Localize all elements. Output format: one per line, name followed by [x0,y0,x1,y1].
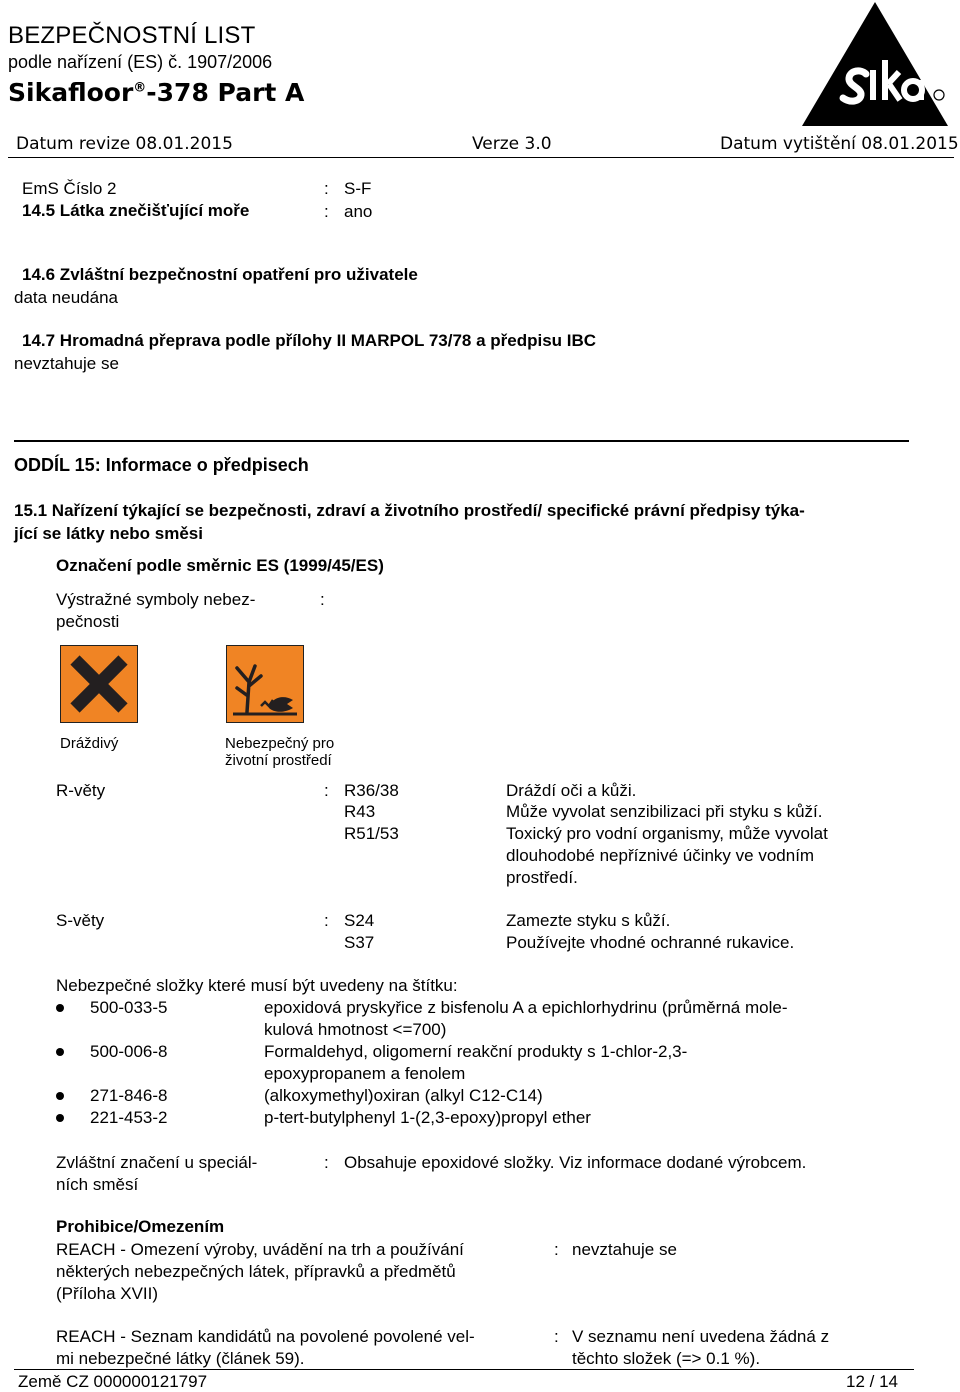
ems-label: EmS Číslo 2 [22,179,117,198]
irritant-caption: Dráždivý [60,735,119,752]
r-phrases-colon: : [324,781,329,800]
footer-divider [14,1369,914,1370]
product-name-suffix: -378 Part A [146,78,305,107]
s-phrase-text: Používejte vhodné ochranné rukavice. [506,933,795,952]
section-15-divider [14,440,909,442]
ems-colon: : [324,179,329,198]
reach-candidate-value-line1: V seznamu není uvedena žádná z [572,1327,830,1346]
page-number: 12 / 14 [846,1372,898,1391]
bullet-icon [56,1004,64,1012]
sika-logo-icon [800,0,950,128]
document-title: BEZPEČNOSTNÍ LIST [8,22,256,49]
section-14-7-text: nevztahuje se [14,354,119,373]
r-phrases-label: R-věty [56,781,106,800]
special-labeling-label-line1: Zvláštní značení u speciál- [56,1153,258,1172]
component-ec-number: 500-006-8 [90,1042,168,1061]
reach-annex-value: nevztahuje se [572,1240,677,1259]
reach-annex-label-line1: REACH - Omezení výroby, uvádění na trh a používání [56,1240,464,1259]
marine-pollutant-value: ano [344,202,373,221]
special-labeling-value: Obsahuje epoxidové složky. Viz informace dodané výrobcem. [344,1153,807,1172]
reach-candidate-label-line1: REACH - Seznam kandidátů na povolené povolené vel- [56,1327,475,1346]
footer-country-code: Země CZ 000000121797 [18,1372,208,1391]
hazard-symbols-label-line1: Výstražné symboly nebez- [56,590,256,609]
s-phrase-code: S24 [344,911,375,930]
r-phrase-text-line2: dlouhodobé nepříznivé účinky ve vodním [506,846,815,865]
s-phrases-label: S-věty [56,911,105,930]
component-name-line1: epoxidová pryskyřice z bisfenolu A a epichlorhydrinu (průměrná mole- [264,998,788,1017]
component-name-line1: (alkoxymethyl)oxiran (alkyl C12-C14) [264,1086,543,1105]
section-14-7-title: 14.7 Hromadná přeprava podle přílohy II MARPOL 73/78 a předpisu IBC [22,331,597,350]
environment-symbol [226,645,304,723]
header-divider [8,157,954,158]
section-14-6-text: data neudána [14,288,118,307]
reach-annex-label-line3: (Příloha XVII) [56,1284,159,1303]
r-phrase-text-line1: Toxický pro vodní organismy, může vyvolat [506,824,828,843]
s-phrases-colon: : [324,911,329,930]
irritant-symbol [60,645,138,723]
ems-value: S-F [344,179,372,198]
r-phrase-text: Dráždí oči a kůži. [506,781,637,800]
r-phrase-text-line3: prostředí. [506,868,578,887]
labeling-title: Označení podle směrnic ES (1999/45/ES) [56,556,384,575]
special-labeling-label-line2: ních směsí [56,1175,139,1194]
prohibition-title: Prohibice/Omezením [56,1217,225,1236]
component-ec-number: 500-033-5 [90,998,168,1017]
section-15-1-line1: 15.1 Nařízení týkající se bezpečnosti, zdraví a životního prostředí/ specifické právní předpisy týka- [14,501,805,520]
bullet-icon [56,1114,64,1122]
s-phrase-text: Zamezte styku s kůží. [506,911,671,930]
component-name-line1: p-tert-butylphenyl 1-(2,3-epoxy)propyl ether [264,1108,591,1127]
marine-pollutant-label: 14.5 Látka znečišťující moře [22,201,250,220]
bullet-icon [56,1092,64,1100]
registered-mark: ® [133,80,147,96]
r-phrase-code: R36/38 [344,781,399,800]
components-title: Nebezpečné složky které musí být uvedeny na štítku: [56,976,458,995]
r-phrase-code: R51/53 [344,824,399,843]
hazard-symbols-label-line2: pečnosti [56,612,120,631]
version: Verze 3.0 [472,134,552,154]
regulation-subtitle: podle nařízení (ES) č. 1907/2006 [8,52,273,72]
component-name-line1: Formaldehyd, oligomerní reakční produkty s 1-chlor-2,3- [264,1042,688,1061]
special-labeling-colon: : [324,1153,329,1172]
environment-hazard-icon [227,646,303,722]
section-14-6-title: 14.6 Zvláštní bezpečnostní opatření pro uživatele [22,265,418,284]
environment-caption-line1: Nebezpečný pro [225,735,335,752]
reach-annex-label-line2: některých nebezpečných látek, přípravků a předmětů [56,1262,456,1281]
component-ec-number: 271-846-8 [90,1086,168,1105]
irritant-x-icon [61,646,137,722]
component-name-line2: epoxypropanem a fenolem [264,1064,466,1083]
s-phrase-code: S37 [344,933,375,952]
product-name-base: Sikafloor [8,78,134,107]
environment-caption-line2: životní prostředí [225,752,332,769]
r-phrase-code: R43 [344,802,376,821]
section-15-title: ODDÍL 15: Informace o předpisech [14,455,309,475]
reach-candidate-value-line2: těchto složek (=> 0.1 %). [572,1349,761,1368]
bullet-icon [56,1048,64,1056]
reach-candidate-colon: : [554,1327,559,1346]
print-date: Datum vytištění 08.01.2015 [720,134,959,154]
hazard-symbols-colon: : [320,590,325,609]
reach-candidate-label-line2: mi nebezpečné látky (článek 59). [56,1349,305,1368]
r-phrase-text: Může vyvolat senzibilizaci při styku s kůží. [506,802,823,821]
reach-annex-colon: : [554,1240,559,1259]
product-name [8,78,304,107]
component-ec-number: 221-453-2 [90,1108,168,1127]
section-15-1-line2: jící se látky nebo směsi [14,524,203,543]
pollutant-colon: : [324,202,329,221]
component-name-line2: kulová hmotnost <=700) [264,1020,447,1039]
revision-date: Datum revize 08.01.2015 [16,134,233,154]
